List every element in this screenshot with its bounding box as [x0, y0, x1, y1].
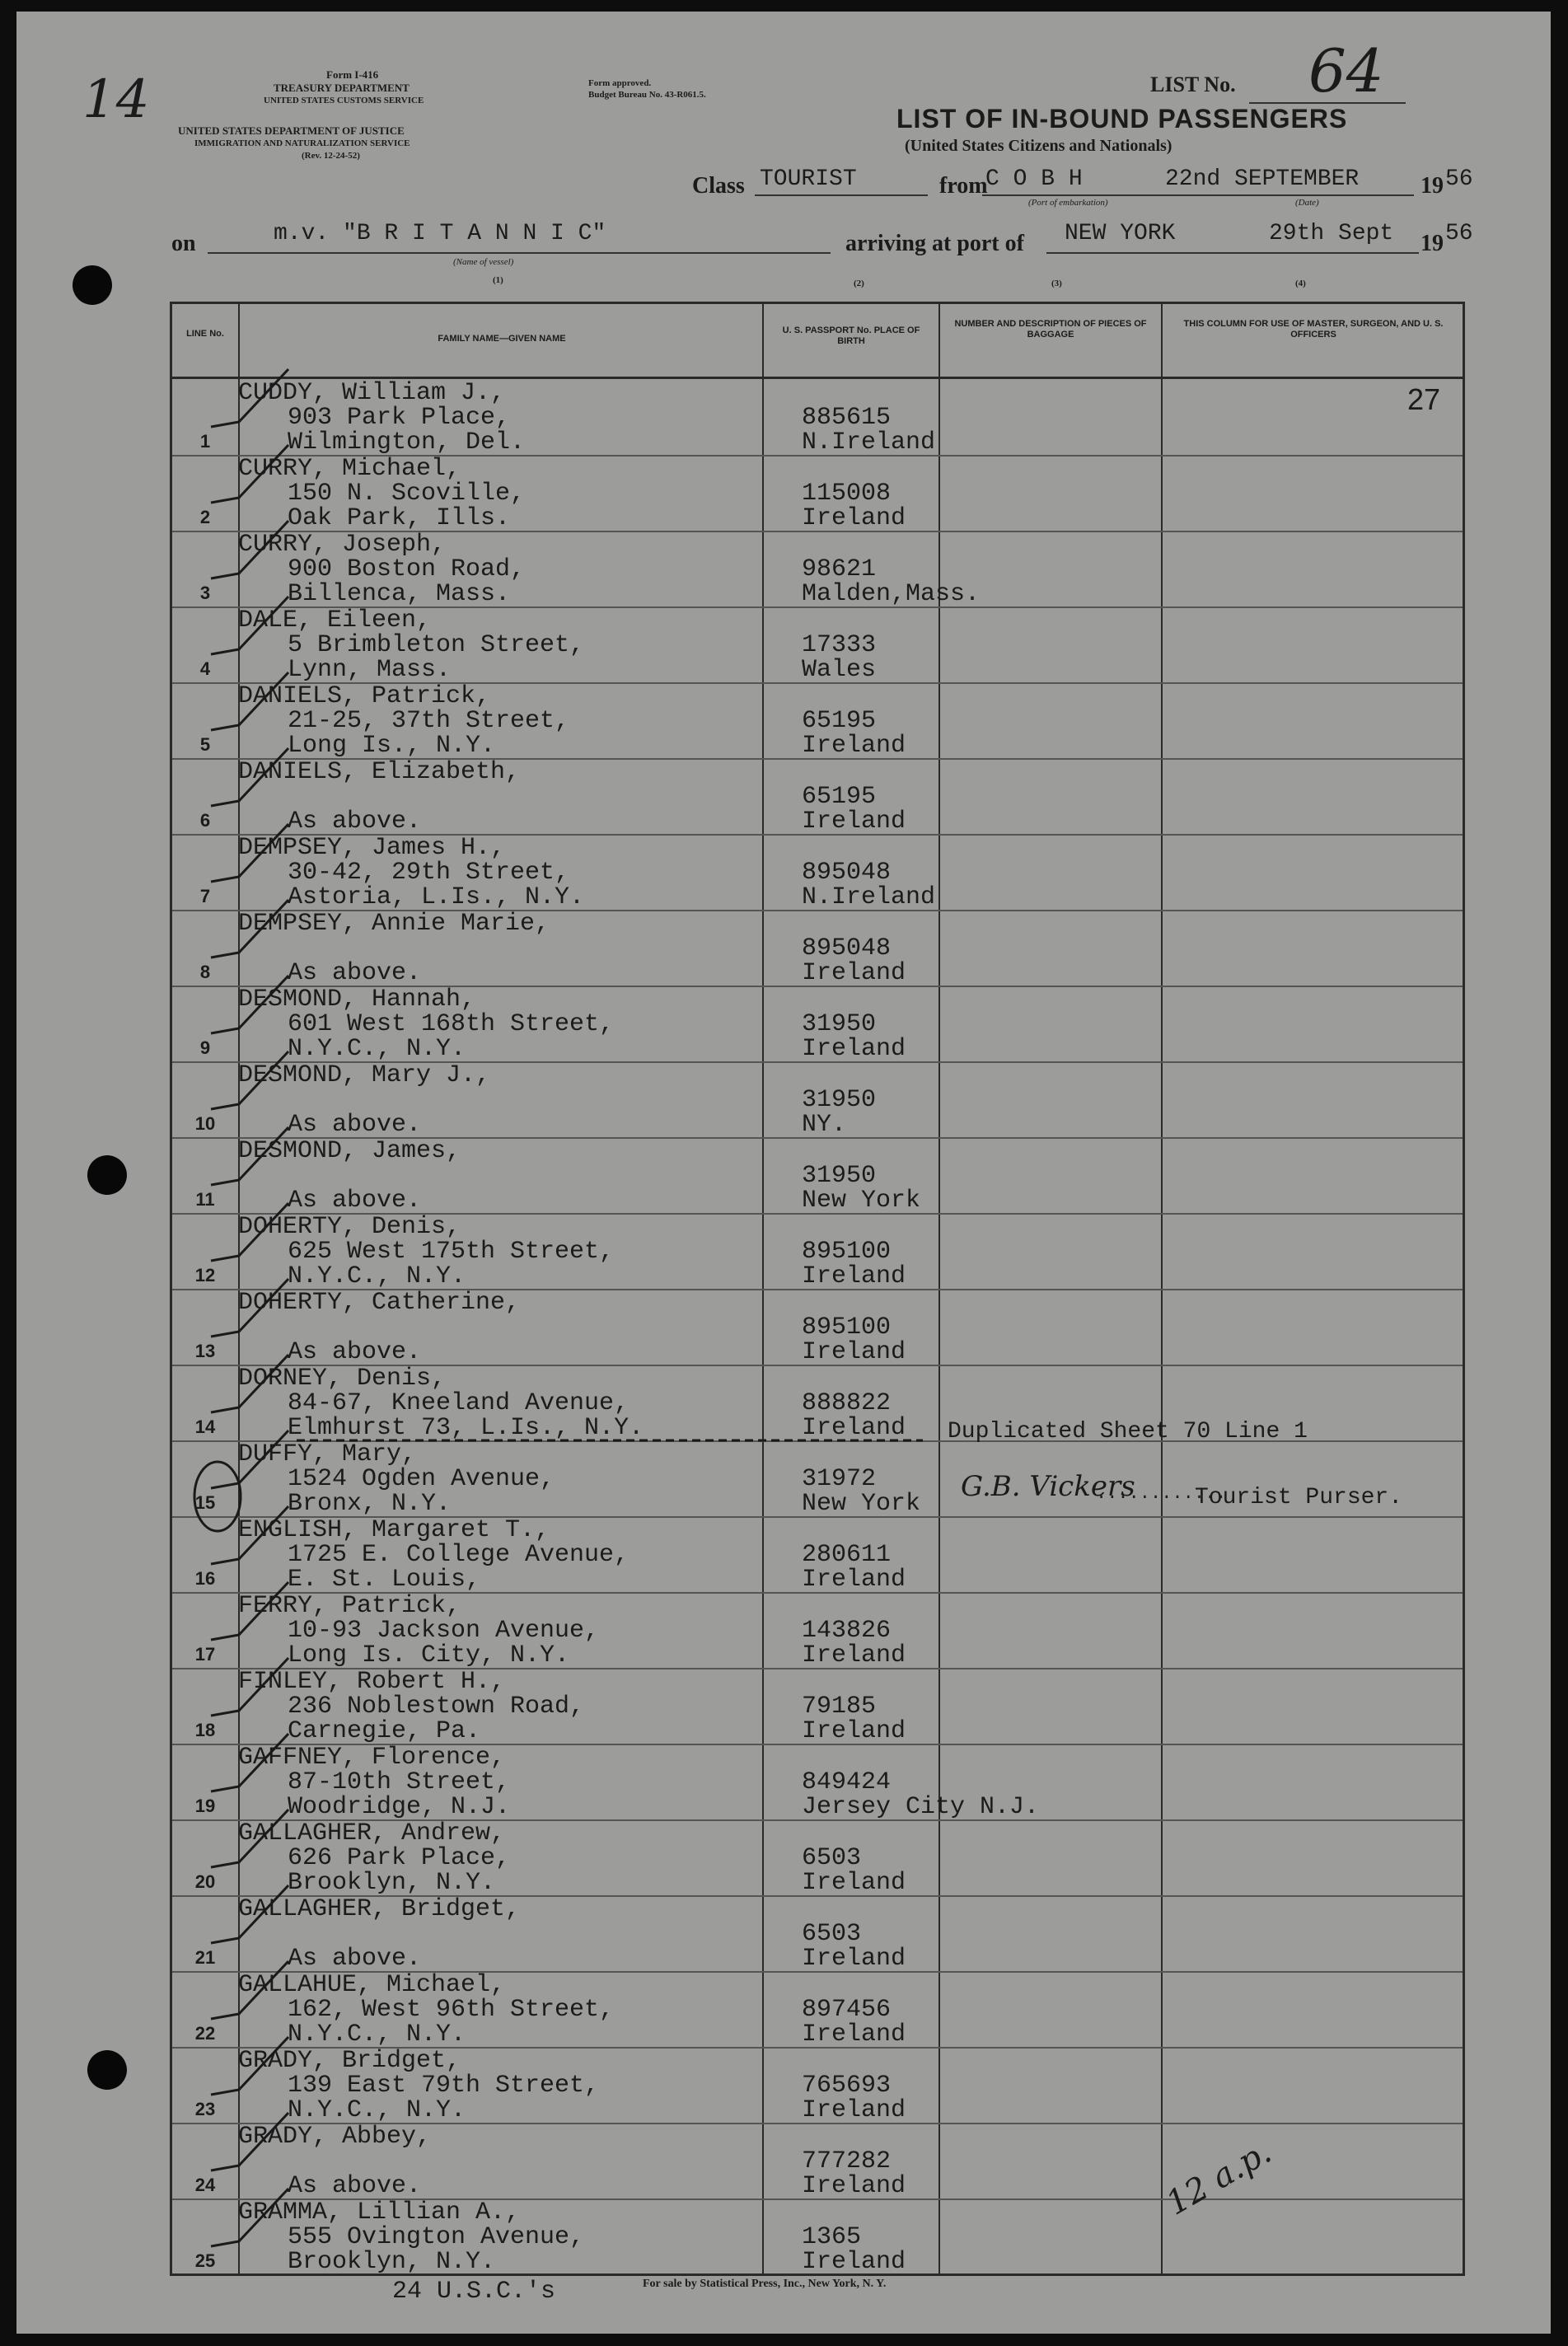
address-line-1: 30-42, 29th Street, — [288, 859, 570, 887]
address-line-2: Wilmington, Del. — [288, 428, 526, 457]
line-number: 11 — [195, 1189, 215, 1210]
table-row — [172, 1517, 1463, 1593]
passport-number: 6503 — [802, 1920, 862, 1948]
address-line-2: Brooklyn, N.Y. — [288, 2248, 496, 2276]
line-number: 22 — [194, 2023, 216, 2044]
passenger-name: GAFFNEY, Florence, — [238, 1744, 506, 1772]
table-row — [172, 1593, 1463, 1669]
passenger-name: DUFFY, Mary, — [238, 1440, 417, 1468]
address-line-2: Astoria, L.Is., N.Y. — [288, 883, 585, 911]
budget-bureau: Budget Bureau No. 43-R061.5. — [588, 90, 706, 100]
punch-hole-top — [73, 265, 112, 305]
passport-number: 849424 — [802, 1768, 892, 1796]
passport-number: 765693 — [802, 2072, 892, 2100]
table-row — [172, 380, 1463, 456]
passport-number: 280611 — [802, 1541, 892, 1569]
address-line-2: Woodridge, N.J. — [288, 1793, 511, 1821]
address-line-1: 5 Brimbleton Street, — [288, 631, 585, 659]
line-number: 25 — [194, 2250, 216, 2271]
passenger-name: DESMOND, James, — [238, 1137, 461, 1165]
ins: IMMIGRATION AND NATURALIZATION SERVICE — [194, 138, 410, 148]
place-of-birth: Ireland — [802, 1035, 906, 1063]
address-line-2: N.Y.C., N.Y. — [288, 1035, 466, 1063]
place-of-birth: Ireland — [802, 1338, 906, 1366]
list-no-value: 64 — [1308, 36, 1384, 105]
passenger-name: GALLAGHER, Andrew, — [238, 1819, 506, 1847]
address-line-2: As above. — [288, 1187, 422, 1215]
address-line-1: 21-25, 37th Street, — [288, 707, 570, 735]
table-row — [172, 1214, 1463, 1290]
address-line-1: 601 West 168th Street, — [288, 1010, 615, 1038]
passenger-name: DOHERTY, Denis, — [238, 1213, 461, 1241]
year-prefix: 19 — [1421, 173, 1444, 199]
table-row — [172, 1972, 1463, 2048]
line-number: 13 — [194, 1341, 216, 1361]
col-header-line-no: LINE No. — [186, 329, 224, 339]
table-row — [172, 1062, 1463, 1138]
place-of-birth: Ireland — [802, 1414, 906, 1442]
passenger-name: DEMPSEY, Annie Marie, — [238, 910, 550, 938]
arrival-year: 56 — [1445, 221, 1473, 246]
place-of-birth: Ireland — [802, 504, 906, 532]
page-title: LIST OF IN-BOUND PASSENGERS — [896, 104, 1348, 133]
address-line-2: As above. — [288, 2172, 422, 2200]
line-number: 17 — [194, 1644, 216, 1665]
table-row — [172, 1820, 1463, 1896]
place-of-birth: Ireland — [802, 2172, 906, 2200]
passenger-name: FERRY, Patrick, — [238, 1592, 461, 1620]
line-number: 21 — [194, 1947, 216, 1968]
address-line-1: 162, West 96th Street, — [288, 1996, 615, 2024]
passenger-name: ENGLISH, Margaret T., — [238, 1516, 550, 1544]
passport-number: 31972 — [802, 1465, 877, 1493]
passenger-name: CURRY, Michael, — [238, 455, 461, 483]
passenger-list-sheet — [16, 12, 1551, 2334]
purser-dots: ............ — [1096, 1483, 1227, 1504]
address-line-1: 87-10th Street, — [288, 1768, 511, 1796]
line-number: 15 — [194, 1492, 216, 1513]
place-of-birth: NY. — [802, 1111, 847, 1139]
from-year: 56 — [1445, 166, 1473, 192]
table-row — [172, 2199, 1463, 2275]
arrival-year-prefix: 19 — [1421, 231, 1444, 256]
line-number: 18 — [194, 1720, 216, 1740]
from-date: 22nd SEPTEMBER — [1165, 166, 1360, 192]
justice-department: UNITED STATES DEPARTMENT OF JUSTICE — [178, 124, 405, 137]
place-of-birth: Ireland — [802, 1945, 906, 1973]
address-line-1: 10-93 Jackson Avenue, — [288, 1617, 600, 1645]
col-number-4: (4) — [1295, 279, 1306, 288]
col-header-name: FAMILY NAME—GIVEN NAME — [438, 334, 566, 344]
passenger-name: DANIELS, Patrick, — [238, 682, 491, 710]
place-of-birth: N.Ireland — [802, 883, 936, 911]
address-line-2: N.Y.C., N.Y. — [288, 1262, 466, 1290]
table-row — [172, 759, 1463, 835]
passport-number: 79185 — [802, 1693, 877, 1721]
col-header-passport: U. S. PASSPORT No. PLACE OF BIRTH — [782, 325, 920, 346]
officer-count: 27 — [1407, 382, 1441, 416]
line-number: 10 — [194, 1113, 216, 1134]
passenger-name: FINLEY, Robert H., — [238, 1668, 506, 1696]
place-of-birth: Ireland — [802, 2096, 906, 2124]
address-line-1: 900 Boston Road, — [288, 555, 526, 583]
table-row — [172, 986, 1463, 1062]
table-row — [172, 911, 1463, 986]
line-number: 20 — [194, 1871, 216, 1892]
passenger-name: DEMPSEY, James H., — [238, 834, 506, 862]
passport-number: 777282 — [802, 2147, 892, 2175]
place-of-birth: Ireland — [802, 1641, 906, 1669]
col-number-2: (2) — [854, 279, 864, 288]
department: TREASURY DEPARTMENT — [274, 82, 410, 94]
passenger-name: GRADY, Abbey, — [238, 2123, 432, 2151]
address-line-2: As above. — [288, 1111, 422, 1139]
from-label: from — [939, 173, 988, 199]
passport-number: 1365 — [802, 2223, 862, 2251]
port-caption: (Port of embarkation) — [1028, 198, 1108, 208]
line-number: 24 — [194, 2175, 216, 2195]
passport-number: 98621 — [802, 555, 877, 583]
address-line-1: 139 East 79th Street, — [288, 2072, 600, 2100]
place-of-birth: Ireland — [802, 808, 906, 836]
passport-number: 31950 — [802, 1086, 877, 1114]
col-header-baggage: NUMBER AND DESCRIPTION OF PIECES OF BAGGAGE — [954, 319, 1147, 339]
address-line-2: Long Is. City, N.Y. — [288, 1641, 570, 1669]
line-number: 3 — [199, 583, 211, 603]
table-row — [172, 1290, 1463, 1365]
place-of-birth: Ireland — [802, 1869, 906, 1897]
table-row — [172, 607, 1463, 683]
address-line-1: 84-67, Kneeland Avenue, — [288, 1389, 630, 1417]
passport-number: 17333 — [802, 631, 877, 659]
col-number-1: (1) — [493, 275, 503, 285]
on-label: on — [171, 231, 196, 256]
vessel-underline — [208, 252, 831, 254]
col-header-officers: THIS COLUMN FOR USE OF MASTER, SURGEON, AND U. S. OFFICERS — [1183, 319, 1444, 339]
line-number: 1 — [199, 431, 211, 452]
table-row — [172, 456, 1463, 531]
address-line-1: 236 Noblestown Road, — [288, 1693, 585, 1721]
passport-number: 31950 — [802, 1010, 877, 1038]
table-row — [172, 2048, 1463, 2124]
from-port: C O B H — [985, 166, 1083, 192]
passport-number: 115008 — [802, 480, 892, 508]
table-row — [172, 683, 1463, 759]
purser-title: Tourist Purser. — [1195, 1485, 1403, 1510]
arriving-label: arriving at port of — [845, 231, 1024, 256]
punch-hole-bottom — [87, 2050, 127, 2090]
col-number-3: (3) — [1051, 279, 1062, 288]
line-number: 14 — [194, 1416, 216, 1437]
address-line-2: As above. — [288, 959, 422, 987]
address-line-2: N.Y.C., N.Y. — [288, 2096, 466, 2124]
arrival-date: 29th Sept — [1269, 221, 1394, 246]
place-of-birth: Ireland — [802, 2021, 906, 2049]
passenger-name: CUDDY, William J., — [238, 379, 506, 407]
line-number: 5 — [199, 734, 211, 755]
passenger-name: GRAMMA, Lillian A., — [238, 2198, 521, 2227]
line-number: 12 — [194, 1265, 216, 1285]
address-line-2: Lynn, Mass. — [288, 656, 452, 684]
arrival-underline — [1046, 252, 1419, 254]
place-of-birth: New York — [802, 1490, 921, 1518]
line-number: 6 — [199, 810, 211, 831]
line-number: 9 — [199, 1037, 211, 1058]
place-of-birth: Malden,Mass. — [802, 580, 981, 608]
address-line-2: Oak Park, Ills. — [288, 504, 511, 532]
vessel-caption: (Name of vessel) — [453, 257, 514, 267]
table-row — [172, 1669, 1463, 1744]
address-line-2: As above. — [288, 808, 422, 836]
address-line-2: Carnegie, Pa. — [288, 1717, 481, 1745]
address-line-1: 150 N. Scoville, — [288, 480, 526, 508]
passenger-name: DESMOND, Hannah, — [238, 986, 476, 1014]
form-number: Form I-416 — [326, 68, 379, 81]
passport-number: 895048 — [802, 859, 892, 887]
arrival-port: NEW YORK — [1065, 221, 1176, 246]
page-subtitle: (United States Citizens and Nationals) — [905, 137, 1172, 155]
class-label: Class — [692, 173, 745, 199]
from-underline — [982, 194, 1414, 196]
passport-number: 895048 — [802, 934, 892, 962]
place-of-birth: N.Ireland — [802, 428, 936, 457]
address-line-2: As above. — [288, 1338, 422, 1366]
customs-service: UNITED STATES CUSTOMS SERVICE — [264, 96, 424, 105]
address-line-1: 555 Ovington Avenue, — [288, 2223, 585, 2251]
passenger-name: GRADY, Bridget, — [238, 2047, 461, 2075]
place-of-birth: Jersey City N.J. — [802, 1793, 1040, 1821]
table-row — [172, 835, 1463, 911]
passenger-name: DALE, Eileen, — [238, 606, 432, 634]
table-row — [172, 1896, 1463, 1972]
line-number: 2 — [199, 507, 211, 527]
passenger-name: DORNEY, Denis, — [238, 1365, 447, 1393]
address-line-1: 626 Park Place, — [288, 1844, 511, 1872]
printer-note: For sale by Statistical Press, Inc., New York, N. Y. — [643, 2278, 887, 2290]
address-line-2: Long Is., N.Y. — [288, 732, 496, 760]
line-number: 16 — [194, 1568, 216, 1589]
place-of-birth: Ireland — [802, 1566, 906, 1594]
purser-signature: G.B. Vickers — [961, 1470, 1135, 1503]
place-of-birth: Ireland — [802, 959, 906, 987]
address-line-2: Bronx, N.Y. — [288, 1490, 452, 1518]
passport-number: 31950 — [802, 1162, 877, 1190]
passenger-name: GALLAGHER, Bridget, — [238, 1895, 521, 1923]
list-no-label: LIST No. — [1150, 73, 1236, 96]
table-row — [172, 1744, 1463, 1820]
date-caption: (Date) — [1295, 198, 1319, 208]
class-underline — [755, 194, 928, 196]
address-line-2: N.Y.C., N.Y. — [288, 2021, 466, 2049]
revision: (Rev. 12-24-52) — [302, 151, 360, 161]
us-citizen-count: 24 U.S.C.'s — [392, 2278, 556, 2306]
address-line-2: E. St. Louis, — [288, 1566, 481, 1594]
passport-number: 6503 — [802, 1844, 862, 1872]
place-of-birth: Ireland — [802, 2248, 906, 2276]
passenger-name: DOHERTY, Catherine, — [238, 1289, 521, 1317]
table-row — [172, 531, 1463, 607]
place-of-birth: Ireland — [802, 1262, 906, 1290]
line-number: 23 — [194, 2099, 216, 2119]
address-line-1: 1524 Ogden Avenue, — [288, 1465, 555, 1493]
passport-number: 897456 — [802, 1996, 892, 2024]
handwritten-page-number: 14 — [82, 69, 150, 130]
passenger-name: DANIELS, Elizabeth, — [238, 758, 521, 786]
form-approved: Form approved. — [588, 78, 652, 88]
address-line-2: Brooklyn, N.Y. — [288, 1869, 496, 1897]
passport-number: 885615 — [802, 404, 892, 432]
address-line-2: Billenca, Mass. — [288, 580, 511, 608]
passport-number: 65195 — [802, 707, 877, 735]
duplicated-note: Duplicated Sheet 70 Line 1 — [948, 1419, 1308, 1445]
line-number: 19 — [194, 1796, 216, 1816]
passport-number: 895100 — [802, 1238, 892, 1266]
passenger-table — [170, 302, 1465, 2276]
address-line-2: Elmhurst 73, L.Is., N.Y. — [288, 1414, 644, 1442]
punch-hole-middle — [87, 1155, 127, 1195]
address-line-1: 625 West 175th Street, — [288, 1238, 615, 1266]
line-number: 4 — [199, 658, 211, 679]
place-of-birth: New York — [802, 1187, 921, 1215]
place-of-birth: Ireland — [802, 732, 906, 760]
place-of-birth: Ireland — [802, 1717, 906, 1745]
handwritten-initials: 12 a.p. — [1159, 2133, 1278, 2223]
passenger-name: GALLAHUE, Michael, — [238, 1971, 506, 1999]
line-number: 8 — [199, 962, 211, 982]
vessel-name: m.v. "B R I T A N N I C" — [274, 221, 606, 246]
passport-number: 888822 — [802, 1389, 892, 1417]
passport-number: 895100 — [802, 1313, 892, 1342]
passenger-name: DESMOND, Mary J., — [238, 1061, 491, 1089]
class-value: TOURIST — [760, 166, 857, 192]
line-number: 7 — [199, 886, 211, 906]
passenger-name: CURRY, Joseph, — [238, 531, 447, 559]
address-line-1: 903 Park Place, — [288, 404, 511, 432]
place-of-birth: Wales — [802, 656, 877, 684]
passport-number: 143826 — [802, 1617, 892, 1645]
address-line-2: As above. — [288, 1945, 422, 1973]
address-line-1: 1725 E. College Avenue, — [288, 1541, 630, 1569]
passport-number: 65195 — [802, 783, 877, 811]
table-row — [172, 1138, 1463, 1214]
